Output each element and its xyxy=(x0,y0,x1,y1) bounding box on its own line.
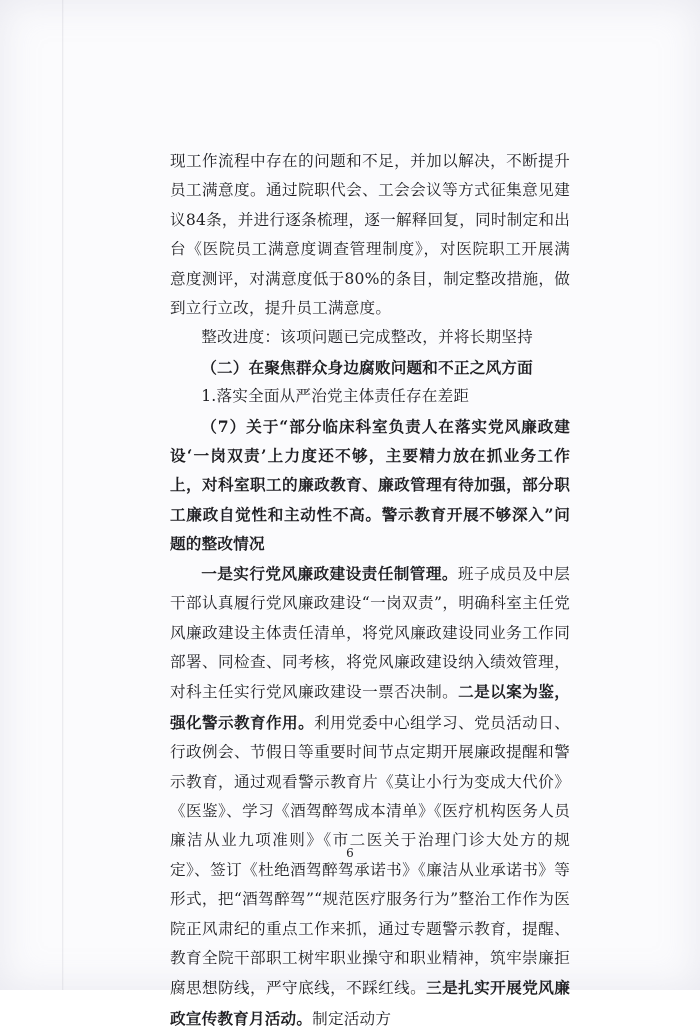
page-body xyxy=(170,147,570,1034)
subsection-heading: 1.落实全面从严治党主体责任存在差距 xyxy=(201,387,470,406)
measure-2-body: 利用党委中心组学习、党员活动日、行政例会、节假日等重要时间节点定期开展廉政提醒和警示教育，通过观看警示教育片《莫让小行为变成大代价》《医鉴》、学习《酒驾醉驾成本清单》《医疗机构医务人员廉洁从业九项准则》《市二医关于治理门诊大处方的规定》、签订《杜绝酒驾醉驾承诺书》《廉洁从业承诺书》等形式，把“酒驾醉驾”“规范医疗服务行为”整治工作作为医院正风肃纪的重点工作来抓，通过专题警示教育，提醒、教育全院干部职工树牢职业操守和职业精神，筑牢崇廉拒腐思想防线，严守底线，不踩红线。 xyxy=(170,713,570,998)
measure-1-lead: 一是实行党风廉政建设责任制管理。 xyxy=(201,563,458,583)
paragraph-measures xyxy=(170,559,570,1034)
section-heading: （二）在聚焦群众身边腐败问题和不正之风方面 xyxy=(201,357,533,377)
measure-2-lead: 二是以案为鉴，强化警示教育作用。 xyxy=(170,682,570,732)
page-number: 6 xyxy=(346,846,354,860)
scan-fold-shadow xyxy=(62,0,64,990)
measure-1-body: 班子成员及中层干部认真履行党风廉政建设“一岗双责”，明确科室主任党风廉政建设主体责任清单，将党风廉政建设同业务工作同部署、同检查、同考核，将党风廉政建设纳入绩效管理，对科主任实行党风廉政建设一票否决制。 xyxy=(170,564,570,702)
paragraph-satisfaction: 现工作流程中存在的问题和不足，并加以解决，不断提升员工满意度。通过院职代会、工会会议等方式征集意见建议84条，并进行逐条梳理，逐一解释回复，同时制定和出台《医院员工满意度调查管理制度》，对医院职工开展满意度测评，对满意度低于80%的条目，制定整改措施，做到立行立改，提升员工满意度。 xyxy=(170,152,570,318)
item-7-heading: （7）关于“部分临床科室负责人在落实党风廉政建设‘一岗双责’上力度还不够，主要精力放在抓业务工作上，对科室职工的廉政教育、廉政管理有待加强，部分职工廉政自觉性和主动性不高。警示教育开展不够深入”问题的整改情况 xyxy=(170,416,570,554)
measure-3-lead: 三是扎实开展党风廉政宣传教育月活动。 xyxy=(170,978,570,1028)
measure-3-body: 制定活动方 xyxy=(312,1009,392,1028)
rectification-progress: 整改进度：该项问题已完成整改，并将长期坚持 xyxy=(201,328,533,347)
